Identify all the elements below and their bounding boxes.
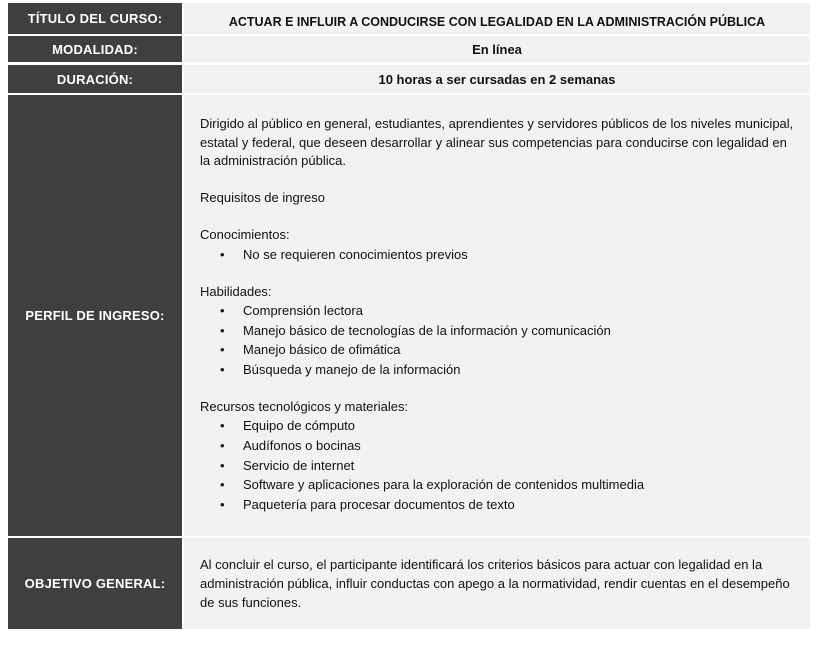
recursos-list bbox=[200, 416, 794, 514]
list-item bbox=[200, 495, 794, 515]
list-item-text: Manejo básico de ofimática bbox=[243, 342, 401, 358]
titulo-value: ACTUAR E INFLUIR A CONDUCIRSE CON LEGALIDAD EN LA ADMINISTRACIÓN PÚBLICA bbox=[184, 3, 810, 34]
perfil-body bbox=[184, 95, 810, 514]
list-item bbox=[200, 436, 794, 456]
bullet-icon: • bbox=[220, 418, 225, 434]
modalidad-value: En línea bbox=[184, 36, 810, 62]
conocimientos-heading: Conocimientos: bbox=[200, 227, 290, 242]
titulo-label: TÍTULO DEL CURSO: bbox=[8, 3, 182, 34]
list-item bbox=[200, 475, 794, 495]
objetivo-value bbox=[184, 538, 810, 629]
list-item-text: No se requieren conocimientos previos bbox=[243, 246, 468, 262]
bullet-icon: • bbox=[220, 361, 225, 377]
list-item-text: Paquetería para procesar documentos de texto bbox=[243, 496, 515, 512]
bullet-icon: • bbox=[220, 477, 225, 493]
objetivo-text: Al concluir el curso, el participante identificará los criterios básicos para actuar con legalidad en la administración pública, influir conductas con apego a la normatividad, rendir cuentas en el desempeño de sus funciones. bbox=[200, 557, 790, 610]
habilidades-heading: Habilidades: bbox=[200, 283, 272, 299]
bullet-icon: • bbox=[220, 342, 225, 358]
perfil-label: PERFIL DE INGRESO: bbox=[8, 95, 182, 536]
list-item bbox=[200, 321, 794, 341]
objetivo-label: OBJETIVO GENERAL: bbox=[8, 538, 182, 629]
row-perfil bbox=[8, 95, 810, 536]
bullet-icon: • bbox=[220, 322, 225, 338]
perfil-intro: Dirigido al público en general, estudiantes, aprendientes y servidores públicos de los niveles municipal, estatal y federal, que deseen desarrollar y alinear sus competencias para conducirse con legalidad en la administración pública. bbox=[200, 116, 794, 168]
bullet-icon: • bbox=[220, 246, 225, 262]
list-item bbox=[200, 340, 794, 360]
list-item bbox=[200, 416, 794, 436]
list-item-text: Equipo de cómputo bbox=[243, 418, 356, 434]
list-item-text: Manejo básico de tecnologías de la información y comunicación bbox=[243, 322, 611, 338]
duracion-value: 10 horas a ser cursadas en 2 semanas bbox=[184, 65, 810, 93]
habilidades-list bbox=[200, 301, 794, 379]
row-objetivo bbox=[8, 538, 810, 629]
bullet-icon: • bbox=[220, 457, 225, 473]
modalidad-label: MODALIDAD: bbox=[8, 36, 182, 62]
duracion-label: DURACIÓN: bbox=[8, 65, 182, 93]
list-item-text: Comprensión lectora bbox=[243, 303, 363, 319]
course-info-table bbox=[8, 3, 810, 629]
bullet-icon: • bbox=[220, 303, 225, 319]
conocimientos-list bbox=[200, 245, 794, 265]
list-item-text: Búsqueda y manejo de la información bbox=[243, 361, 461, 377]
perfil-value bbox=[184, 95, 810, 536]
list-item bbox=[200, 245, 794, 265]
requisitos-heading: Requisitos de ingreso bbox=[200, 190, 326, 205]
row-duracion bbox=[8, 65, 810, 93]
list-item-text: Software y aplicaciones para la exploración de contenidos multimedia bbox=[243, 477, 645, 493]
list-item bbox=[200, 301, 794, 321]
recursos-heading: Recursos tecnológicos y materiales: bbox=[200, 398, 409, 414]
row-titulo bbox=[8, 3, 810, 34]
row-modalidad bbox=[8, 36, 810, 62]
list-item bbox=[200, 360, 794, 380]
list-item-text: Servicio de internet bbox=[243, 457, 355, 473]
bullet-icon: • bbox=[220, 496, 225, 512]
bullet-icon: • bbox=[220, 438, 225, 454]
list-item bbox=[200, 456, 794, 476]
list-item-text: Audífonos o bocinas bbox=[243, 438, 361, 454]
